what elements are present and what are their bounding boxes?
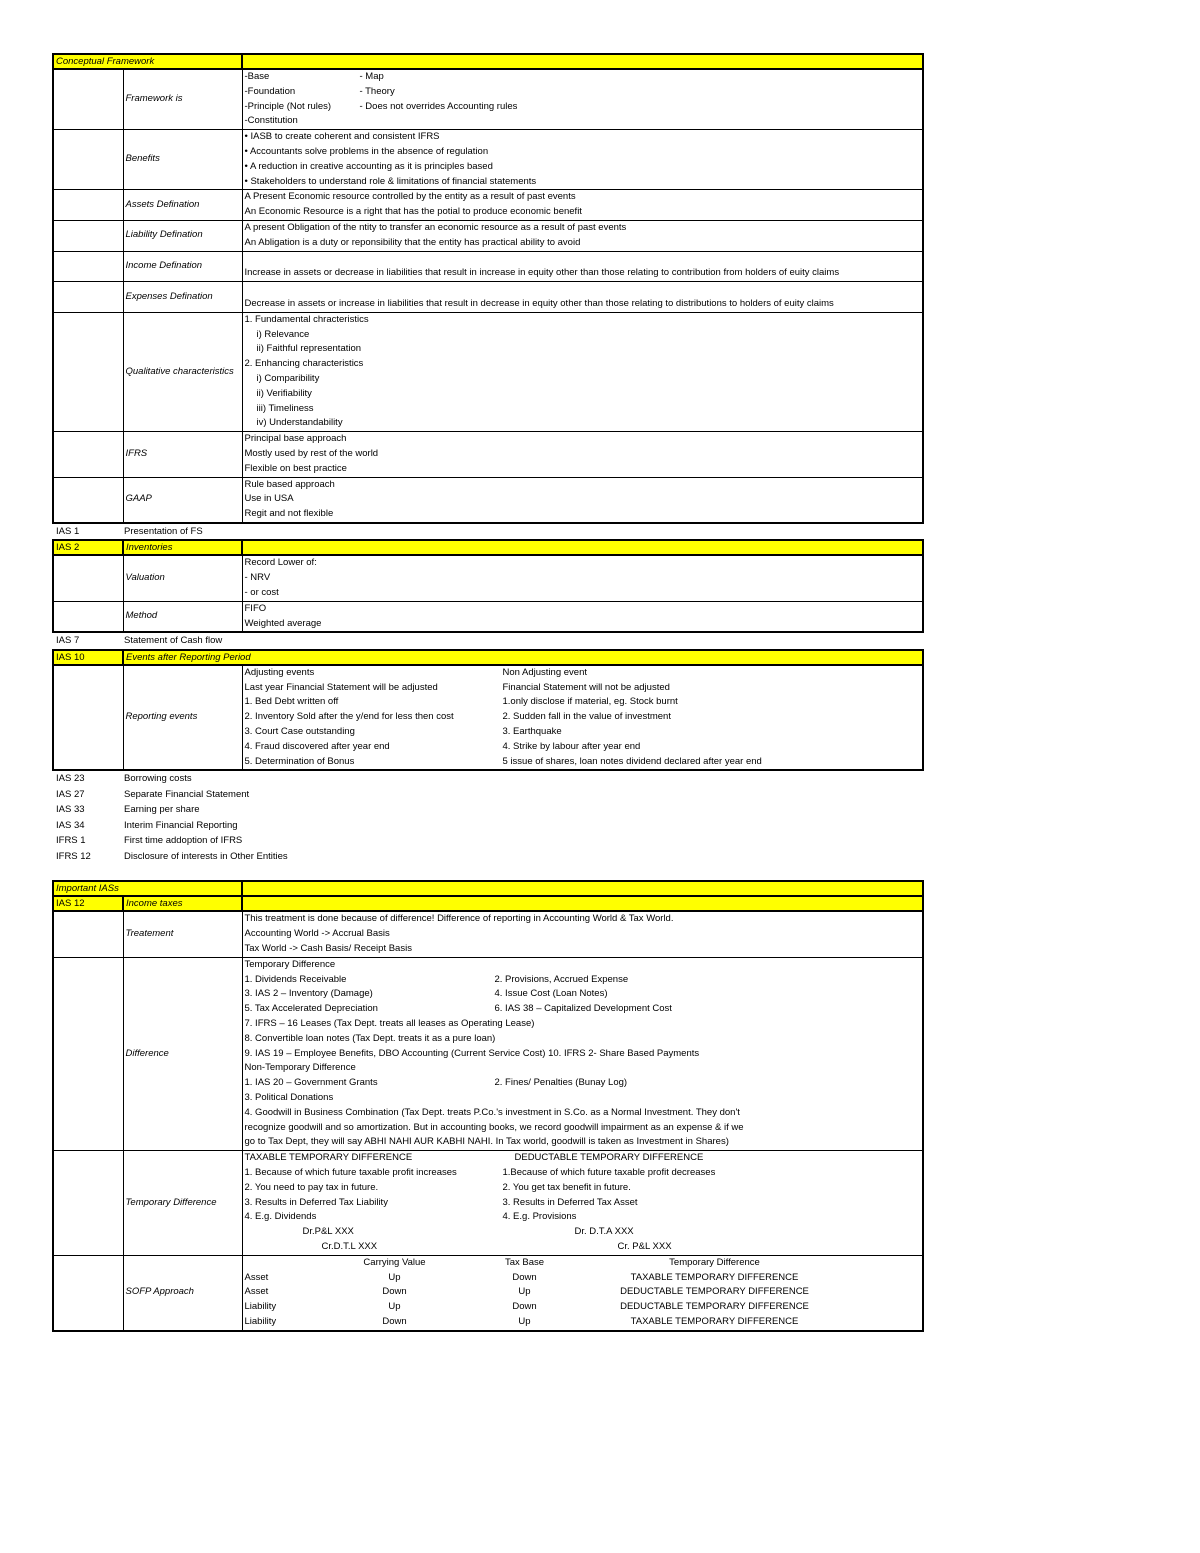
line-left: 2. You need to pay tax in future. [244, 1181, 379, 1193]
line-right: - Does not overrides Accounting rules [359, 100, 518, 112]
cell-line: Regit and not flexible [244, 508, 334, 520]
cell-line: Mostly used by rest of the world [244, 447, 379, 459]
line-right: - Theory [359, 85, 395, 97]
standard-code[interactable]: IAS 23 [56, 773, 85, 785]
blank-cell [53, 555, 123, 601]
cell-line: Tax World -> Cash Basis/ Receipt Basis [244, 943, 412, 955]
sofp-approach-label[interactable]: SOFP Approach [123, 1255, 242, 1330]
cell-line: Increase in assets or decrease in liabilities that result in increase in equity other than those relating to contribution from holders of euity claims [244, 267, 840, 279]
cell-line [245, 666, 921, 681]
row-label[interactable]: GAAP [123, 477, 242, 523]
line-right: 3. Earthquake [502, 726, 562, 738]
cell-line: A Present Economic resource controlled by the entity as a result of past events [244, 191, 576, 203]
cell-line: ii) Verifiability [256, 387, 312, 399]
line-right: Cr. P&L XXX [617, 1241, 672, 1252]
blank-cell [53, 251, 123, 282]
standard-code[interactable]: IAS 34 [56, 819, 85, 831]
line-right: 1.only disclose if material, eg. Stock burnt [502, 696, 678, 708]
important-ias-header[interactable]: Important IASs [53, 881, 242, 896]
framework-row [53, 477, 923, 523]
row-label[interactable]: Liability Defination [123, 220, 242, 251]
header-fill[interactable] [242, 881, 923, 896]
cell-line: Temporary Difference [244, 958, 336, 970]
line-right: 1.Because of which future taxable profit decreases [502, 1167, 716, 1179]
cell-line: 8. Convertible loan notes (Tax Dept. treats it as a pure loan) [244, 1032, 496, 1044]
cell-line [245, 70, 921, 85]
cell-line: Weighted average [244, 617, 322, 629]
cell-line: An Economic Resource is a right that has the potial to produce economic benefit [244, 206, 582, 218]
reporting-events-cell[interactable] [242, 665, 923, 771]
cell-line [245, 681, 921, 696]
cell-line: Flexible on best practice [244, 462, 347, 474]
cell-line: recognize goodwill and so amortization. But in accounting books, we record goodwill impairment as an expense & if we [244, 1121, 744, 1133]
standard-code[interactable]: IAS 27 [56, 788, 85, 800]
line-left: 3. Results in Deferred Tax Liability [244, 1196, 388, 1208]
framework-row [53, 130, 923, 190]
line-left: Dr.P&L XXX [302, 1226, 354, 1238]
row-content[interactable] [242, 220, 923, 251]
sofp-cell [245, 1256, 315, 1271]
row-label[interactable]: Valuation [123, 555, 242, 601]
cell-line: iv) Understandability [256, 417, 343, 429]
line-right: 4. E.g. Provisions [502, 1211, 577, 1223]
row-label[interactable]: IFRS [123, 432, 242, 477]
row-content[interactable] [242, 130, 923, 190]
row-content[interactable] [242, 555, 923, 601]
line-left: TAXABLE TEMPORARY DIFFERENCE [244, 1152, 413, 1164]
sofp-cell: DEDUCTABLE TEMPORARY DIFFERENCE [620, 1286, 809, 1298]
temporary-difference-label[interactable]: Temporary Difference [123, 1151, 242, 1256]
ias10-table [52, 649, 924, 772]
row-label[interactable]: Income Defination [123, 251, 242, 282]
standard-title[interactable]: First time addoption of IFRS [124, 835, 243, 847]
sofp-cell: Asset [244, 1286, 269, 1298]
blank-cell [53, 220, 123, 251]
row-content[interactable] [242, 601, 923, 632]
row-label[interactable]: Method [123, 601, 242, 632]
row-content[interactable] [242, 69, 923, 130]
line-right: - Map [359, 71, 384, 82]
row-label[interactable]: Expenses Defination [123, 282, 242, 313]
cell-line [245, 1166, 921, 1181]
sofp-cell: Tax Base [504, 1256, 545, 1268]
standard-code[interactable]: IAS 7 [56, 635, 80, 647]
line-right: 2. You get tax benefit in future. [502, 1181, 631, 1193]
standard-row [52, 771, 922, 787]
framework-row [53, 251, 923, 282]
standard-code[interactable]: IFRS 1 [56, 835, 86, 847]
line-left: Cr.D.T.L XXX [321, 1241, 378, 1252]
cell-line: go to Tax Dept, they will say ABHI NAHI AUR KABHI NAHI. In Tax world, goodwill is taken as Investment in Shares) [244, 1136, 729, 1148]
row-content[interactable] [242, 251, 923, 282]
line-right: 2. Fines/ Penalties (Bunay Log) [494, 1077, 628, 1089]
cell-line [245, 100, 921, 115]
standard-row [52, 787, 922, 803]
standard-row [52, 849, 922, 865]
cell-line [245, 1151, 921, 1166]
cell-line: • A reduction in creative accounting as it is principles based [244, 160, 493, 172]
cell-line [245, 114, 921, 129]
cell-line [245, 710, 921, 725]
cell-line: - NRV [244, 572, 271, 584]
sofp-cell: TAXABLE TEMPORARY DIFFERENCE [630, 1271, 799, 1283]
line-left: 5. Tax Accelerated Depreciation [244, 1003, 378, 1015]
sofp-approach-cell[interactable] [242, 1255, 923, 1330]
standard-code[interactable]: IAS 1 [56, 525, 80, 537]
cell-line [245, 755, 921, 770]
ias1-row [52, 524, 922, 540]
standard-title[interactable]: Statement of Cash flow [124, 635, 223, 647]
line-left: 4. Fraud discovered after year end [244, 740, 390, 752]
cell-line: • IASB to create coherent and consistent IFRS [244, 131, 440, 143]
cell-line: 2. Enhancing characteristics [244, 358, 364, 370]
cell-line: This treatment is done because of difference! Difference of reporting in Accounting World & Tax World. [244, 913, 674, 925]
standard-title[interactable]: Disclosure of interests in Other Entities [124, 850, 288, 862]
cell-line: i) Comparibility [256, 372, 320, 384]
sofp-header-row [245, 1256, 921, 1271]
row-content[interactable] [242, 312, 923, 431]
line-left: 3. Court Case outstanding [244, 726, 355, 738]
line-left: -Base [244, 71, 270, 82]
row-label[interactable]: Qualitative characteristics [123, 312, 242, 431]
blank-cell [53, 282, 123, 313]
blank-cell [53, 432, 123, 477]
worksheet [52, 53, 922, 1332]
line-left: -Constitution [244, 115, 298, 127]
cell-line: Non-Temporary Difference [244, 1062, 356, 1074]
cell-line: An Abligation is a duty or reponsibility that the entity has practical ability to avoid [244, 236, 581, 248]
line-left: 1. Bed Debt written off [244, 696, 339, 708]
row-label[interactable]: Assets Defination [123, 190, 242, 221]
line-left: 1. Dividends Receivable [244, 973, 347, 985]
cell-line [245, 1181, 921, 1196]
cell-line: Use in USA [244, 493, 294, 505]
row-content[interactable] [242, 190, 923, 221]
line-right: 4. Strike by labour after year end [502, 740, 641, 752]
sofp-cell: Up [388, 1271, 401, 1283]
ias10-title[interactable]: Events after Reporting Period [123, 650, 923, 665]
line-right: DEDUCTABLE TEMPORARY DIFFERENCE [514, 1152, 704, 1164]
sofp-cell: TAXABLE TEMPORARY DIFFERENCE [630, 1315, 799, 1327]
cell-line [245, 725, 921, 740]
ias7-row [52, 633, 922, 649]
standard-title[interactable]: Presentation of FS [124, 525, 203, 537]
cell-line [245, 1196, 921, 1211]
cell-line [245, 1076, 921, 1091]
line-left: 2. Inventory Sold after the y/end for less then cost [244, 711, 454, 723]
standard-code[interactable]: IAS 33 [56, 804, 85, 816]
cell-line: • Accountants solve problems in the absence of regulation [244, 145, 489, 157]
cell-line [245, 1210, 921, 1225]
sofp-cell: Up [518, 1315, 531, 1327]
line-left: 3. IAS 2 – Inventory (Damage) [244, 988, 373, 1000]
cell-line: • Stakeholders to understand role & limitations of financial statements [244, 175, 537, 187]
framework-row [53, 282, 923, 313]
header-fill[interactable] [242, 54, 923, 69]
cell-line [245, 1240, 921, 1255]
blank-cell [53, 601, 123, 632]
blank-cell [53, 69, 123, 130]
sofp-cell: Up [388, 1301, 401, 1313]
line-left: 4. E.g. Dividends [244, 1211, 317, 1223]
cell-line: 4. Goodwill in Business Combination (Tax Dept. treats P.Co.'s investment in S.Co. as a Normal Investment. They don't [244, 1106, 740, 1118]
line-left: 1. Because of which future taxable profit increases [244, 1167, 457, 1179]
sofp-cell: Liability [244, 1315, 277, 1327]
sofp-cell: Down [512, 1271, 537, 1283]
difference-label[interactable]: Difference [123, 957, 242, 1150]
cell-line [245, 282, 921, 297]
ias12-code[interactable]: IAS 12 [53, 896, 123, 911]
other-standards-list [52, 771, 922, 864]
standard-title[interactable]: Separate Financial Statement [124, 788, 250, 800]
line-right: 4. Issue Cost (Loan Notes) [494, 988, 608, 1000]
line-right: 6. IAS 38 – Capitalized Development Cost [494, 1003, 672, 1015]
sofp-cell: Temporary Difference [669, 1256, 760, 1268]
standard-row [52, 818, 922, 834]
sofp-cell: Liability [244, 1301, 277, 1313]
line-left: Last year Financial Statement will be adjusted [244, 681, 438, 693]
treatment-cell[interactable] [242, 911, 923, 957]
reporting-events-label[interactable]: Reporting events [123, 665, 242, 771]
standard-title[interactable]: Interim Financial Reporting [124, 819, 238, 831]
line-left: -Foundation [244, 85, 296, 97]
cell-line [245, 252, 921, 267]
sofp-row [245, 1300, 921, 1315]
line-left: -Principle (Not rules) [244, 100, 332, 112]
cell-line: 3. Political Donations [244, 1092, 334, 1104]
framework-row [53, 190, 923, 221]
line-right: Dr. D.T.A XXX [574, 1226, 634, 1238]
standard-row [52, 833, 922, 849]
sofp-cell: Down [382, 1286, 407, 1298]
header-fill[interactable] [242, 896, 923, 911]
line-right: 3. Results in Deferred Tax Asset [502, 1196, 638, 1208]
difference-cell[interactable] [242, 957, 923, 1150]
inventory-row [53, 601, 923, 632]
cell-line [245, 1225, 921, 1240]
cell-line [245, 740, 921, 755]
cell-line: i) Relevance [256, 328, 310, 340]
row-label[interactable]: Framework is [123, 69, 242, 130]
blank-cell [53, 130, 123, 190]
standard-code[interactable]: IFRS 12 [56, 850, 91, 862]
blank-cell [53, 477, 123, 523]
cell-line: 7. IFRS – 16 Leases (Tax Dept. treats all leases as Operating Lease) [244, 1018, 535, 1030]
cell-line [245, 85, 921, 100]
cell-line: 1. Fundamental chracteristics [244, 313, 369, 325]
framework-row [53, 432, 923, 477]
row-label[interactable]: Benefits [123, 130, 242, 190]
cell-line: A present Obligation of the ntity to transfer an economic resource as a result of past events [244, 221, 627, 233]
cell-line: ii) Faithful representation [256, 343, 362, 355]
blank-cell [53, 190, 123, 221]
standard-title[interactable]: Borrowing costs [124, 773, 192, 785]
row-content[interactable] [242, 282, 923, 313]
line-right: 2. Sudden fall in the value of investment [502, 711, 671, 723]
sofp-row [245, 1271, 921, 1286]
ias2-title[interactable]: Inventories [123, 540, 242, 555]
line-right: Financial Statement will not be adjusted [502, 681, 670, 693]
framework-row [53, 312, 923, 431]
cell-line [245, 1002, 921, 1017]
ias12-title[interactable]: Income taxes [123, 896, 242, 911]
line-left: 5. Determination of Bonus [244, 755, 355, 767]
cell-line: Accounting World -> Accrual Basis [244, 928, 390, 940]
cell-line: Rule based approach [244, 478, 335, 490]
sofp-cell: Asset [244, 1271, 269, 1283]
line-right: Non Adjusting event [502, 666, 588, 678]
inventory-row [53, 555, 923, 601]
framework-row [53, 220, 923, 251]
cell-line: iii) Timeliness [256, 402, 314, 414]
sofp-cell: Down [512, 1301, 537, 1313]
cell-line [245, 987, 921, 1002]
sofp-cell: Down [382, 1315, 407, 1327]
cell-line: Principal base approach [244, 433, 347, 445]
cell-line [245, 973, 921, 988]
cell-line: 9. IAS 19 – Employee Benefits, DBO Accounting (Current Service Cost) 10. IFRS 2- Share Based Payments [244, 1047, 700, 1059]
line-left: 1. IAS 20 – Government Grants [244, 1077, 378, 1089]
line-right: 5 issue of shares, loan notes dividend declared after year end [502, 755, 762, 767]
sofp-row [245, 1315, 921, 1330]
standard-title[interactable]: Earning per share [124, 804, 200, 816]
line-left: Adjusting events [244, 666, 315, 678]
row-content[interactable] [242, 477, 923, 523]
ias10-code[interactable]: IAS 10 [53, 650, 123, 665]
cell-line [245, 695, 921, 710]
blank-cell [53, 312, 123, 431]
cell-line: Decrease in assets or increase in liabilities that result in decrease in equity other than those relating to distributions to holders of euity claims [244, 297, 834, 309]
standard-row [52, 802, 922, 818]
important-ias-table [52, 880, 924, 1331]
cell-line: Record Lower of: [244, 557, 317, 569]
header-fill[interactable] [242, 540, 923, 555]
framework-row [53, 69, 923, 130]
sofp-cell: Carrying Value [363, 1256, 426, 1268]
sofp-row [245, 1285, 921, 1300]
cell-line: - or cost [244, 587, 279, 598]
conceptual-framework-header[interactable]: Conceptual Framework [53, 54, 242, 69]
cell-line: FIFO [244, 602, 267, 614]
ias2-table [52, 539, 924, 633]
sofp-cell: DEDUCTABLE TEMPORARY DIFFERENCE [620, 1301, 809, 1313]
temporary-difference-cell[interactable] [242, 1151, 923, 1256]
conceptual-framework-table [52, 53, 924, 524]
row-content[interactable] [242, 432, 923, 477]
treatment-label[interactable]: Treatement [123, 911, 242, 957]
ias2-code[interactable]: IAS 2 [53, 540, 123, 555]
line-right: 2. Provisions, Accrued Expense [494, 973, 629, 985]
sofp-cell: Up [518, 1286, 531, 1298]
